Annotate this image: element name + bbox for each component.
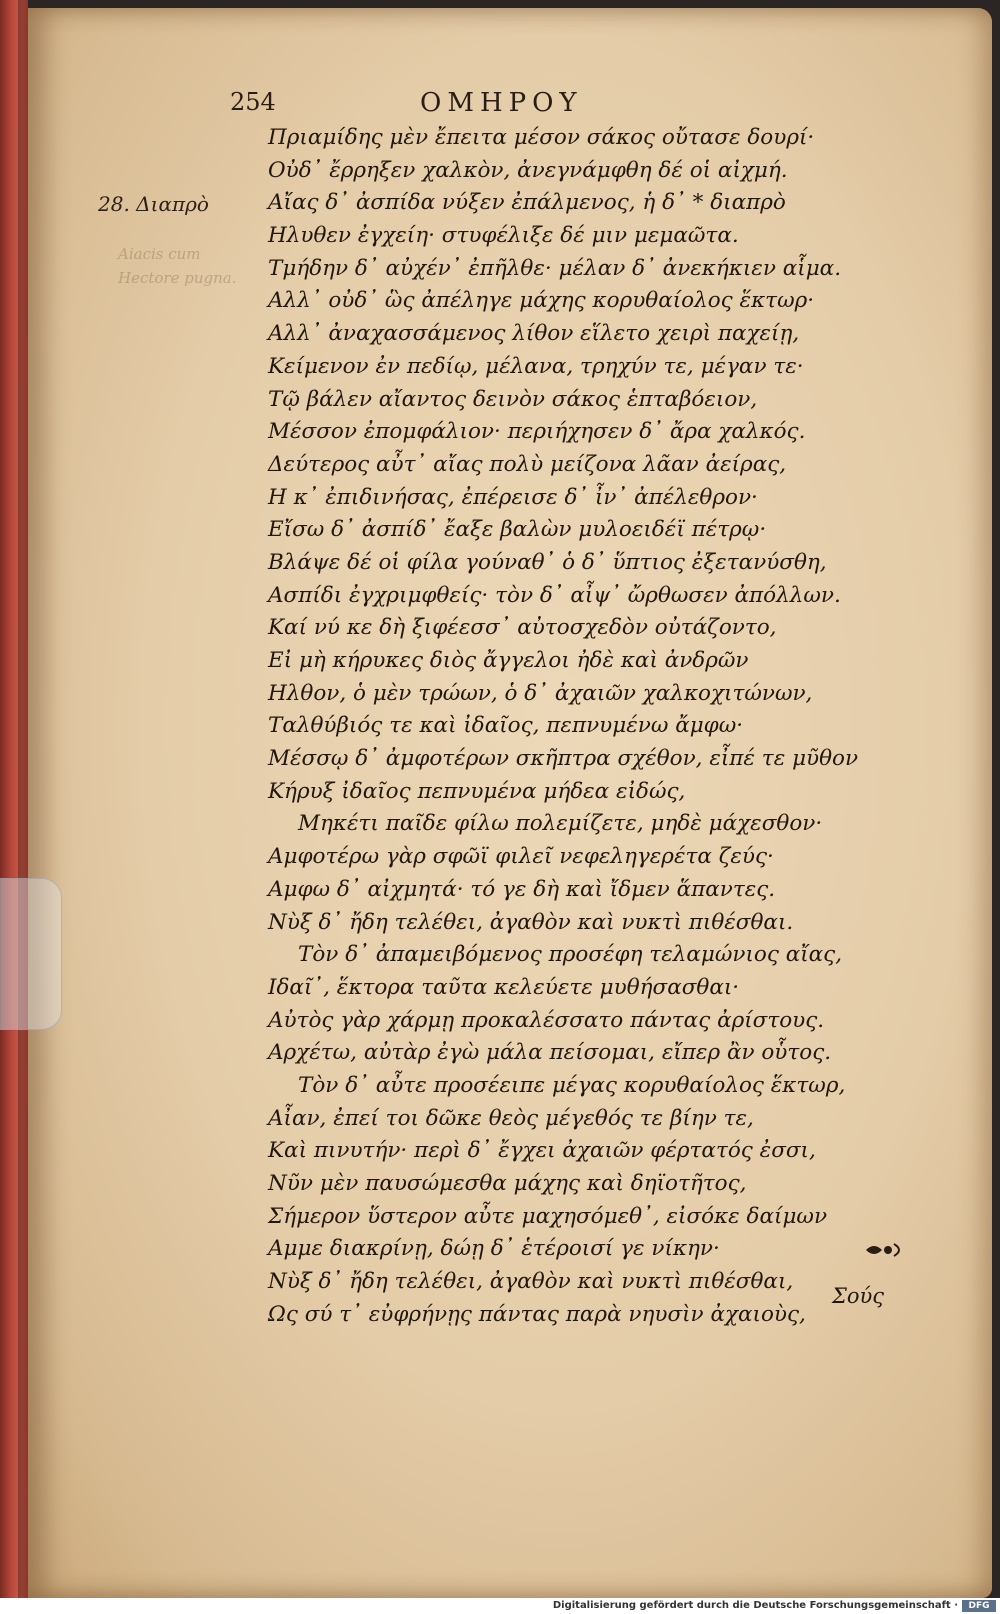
verse-line: Αμφω δ᾽ αἰχμητά· τό γε δὴ καὶ ἴδμεν ἅπαντες. bbox=[268, 876, 776, 902]
faded-margin-note: Aiacis cum Hectore pugna. bbox=[118, 245, 237, 287]
verse-line: Νῦν μὲν παυσώμεσθα μάχης καὶ δηϊοτῆτος, bbox=[268, 1171, 747, 1196]
verse-line: Καὶ πινυτήν· περὶ δ᾽ ἔγχει ἀχαιῶν φέρτατός ἐσσι, bbox=[268, 1138, 816, 1164]
verse-line: Δεύτερος αὖτ᾽ αἴας πολὺ μείζονα λᾶαν ἀείρας, bbox=[268, 451, 787, 477]
verse-line: Εἴσω δ᾽ ἀσπίδ᾽ ἔαξε βαλὼν μυλοειδέϊ πέτρῳ· bbox=[268, 517, 767, 543]
margin-note: 28. Διαπρὸ bbox=[98, 192, 209, 216]
verse-line: Οὐδ᾽ ἔρρηξεν χαλκὸν, ἀνεγνάμφθη δέ οἱ αἰχμή. bbox=[268, 157, 788, 183]
verse-line: Αἴας δ᾽ ἀσπίδα νύξεν ἐπάλμενος, ἡ δ᾽ * διαπρὸ bbox=[268, 190, 786, 216]
verse-line: Μέσσῳ δ᾽ ἀμφοτέρων σκῆπτρα σχέθον, εἶπέ τε μῦθον bbox=[268, 746, 859, 772]
verse-line: Τμήδην δ᾽ αὐχέν᾽ ἐπῆλθε· μέλαν δ᾽ ἀνεκήκιεν αἷμα. bbox=[268, 255, 842, 281]
verse-line: Τὸν δ᾽ αὖτε προσέειπε μέγας κορυθαίολος ἕκτωρ, bbox=[298, 1072, 846, 1098]
book-edge bbox=[0, 0, 28, 1600]
verse-block bbox=[268, 122, 868, 1331]
verse-line: Καί νύ κε δὴ ξιφέεσσ᾽ αὐτοσχεδὸν οὐτάζοντο, bbox=[268, 615, 777, 641]
verse-line: Αλλ᾽ ἀναχασσάμενος λίθον εἵλετο χειρὶ παχείῃ, bbox=[268, 321, 800, 347]
verse-line: Αμμε διακρίνῃ, δώῃ δ᾽ ἑτέροισί γε νίκην· bbox=[268, 1236, 720, 1262]
page-header bbox=[230, 88, 750, 124]
verse-line: Εἰ μὴ κήρυκες διὸς ἄγγελοι ἠδὲ καὶ ἀνδρῶν bbox=[268, 648, 749, 673]
verse-line: Μέσσον ἐπομφάλιον· περιήχησεν δ᾽ ἄρα χαλκός. bbox=[268, 419, 806, 445]
verse-line: Μηκέτι παῖδε φίλω πολεμίζετε, μηδὲ μάχεσθον· bbox=[298, 811, 823, 837]
footer-credit: Digitalisierung gefördert durch die Deutsche Forschungsgemeinschaft · bbox=[552, 1600, 958, 1611]
verse-line: Ασπίδι ἐγχριμφθείς· τὸν δ᾽ αἶψ᾽ ὤρθωσεν ἀπόλλων. bbox=[268, 582, 841, 608]
footer-bar bbox=[0, 1598, 1000, 1614]
ornament-icon bbox=[864, 1240, 908, 1260]
verse-line: Νὺξ δ᾽ ἤδη τελέθει, ἀγαθὸν καὶ νυκτὶ πιθέσθαι. bbox=[268, 909, 794, 935]
verse-line: Ταλθύβιός τε καὶ ἰδαῖος, πεπνυμένω ἄμφω· bbox=[268, 713, 744, 739]
page-number: 254 bbox=[230, 88, 276, 116]
verse-line: Αρχέτω, αὐτὰρ ἐγὼ μάλα πείσομαι, εἴπερ ἂν οὗτος. bbox=[268, 1040, 832, 1066]
page-clip bbox=[0, 878, 62, 1030]
verse-line: Ηλυθεν ἐγχείη· στυφέλιξε δέ μιν μεμαῶτα. bbox=[268, 223, 739, 249]
running-title: ΟΜΗΡΟΥ bbox=[420, 88, 583, 118]
verse-line: Βλάψε δέ οἱ φίλα γούναθ᾽ ὁ δ᾽ ὕπτιος ἐξετανύσθη, bbox=[268, 549, 827, 575]
verse-line: Κήρυξ ἰδαῖος πεπνυμένα μήδεα εἰδώς, bbox=[268, 778, 686, 804]
verse-line: Κείμενον ἐν πεδίῳ, μέλανα, τρηχύν τε, μέγαν τε· bbox=[268, 353, 804, 379]
verse-line: Η κ᾽ ἐπιδινήσας, ἐπέρεισε δ᾽ ἶν᾽ ἀπέλεθρον· bbox=[268, 484, 758, 510]
verse-line: Αμφοτέρω γὰρ σφῶϊ φιλεῖ νεφεληγερέτα ζεύς· bbox=[268, 844, 774, 870]
verse-line: Σήμερον ὕστερον αὖτε μαχησόμεθ᾽, εἰσόκε δαίμων bbox=[268, 1203, 828, 1229]
verse-line: Ηλθον, ὁ μὲν τρώων, ὁ δ᾽ ἀχαιῶν χαλκοχιτώνων, bbox=[268, 680, 813, 706]
verse-line: Αἶαν, ἐπεί τοι δῶκε θεὸς μέγεθός τε βίην τε, bbox=[268, 1105, 754, 1131]
verse-line: Ιδαῖ᾽, ἕκτορα ταῦτα κελεύετε μυθήσασθαι· bbox=[268, 974, 740, 1000]
verse-line: Νὺξ δ᾽ ἤδη τελέθει, ἀγαθὸν καὶ νυκτὶ πιθέσθαι, bbox=[268, 1269, 794, 1295]
verse-line: Ως σύ τ᾽ εὐφρήνῃς πάντας παρὰ νηυσὶν ἀχαιοὺς, bbox=[268, 1301, 806, 1327]
dfg-logo: DFG bbox=[962, 1600, 996, 1612]
catchword: Σούς bbox=[832, 1284, 885, 1308]
verse-line: Αὐτὸς γὰρ χάρμῃ προκαλέσσατο πάντας ἀρίστους. bbox=[268, 1007, 825, 1033]
verse-line: Τὸν δ᾽ ἀπαμειβόμενος προσέφη τελαμώνιος αἴας, bbox=[298, 942, 843, 968]
verse-line: Τῷ βάλεν αἴαντος δεινὸν σάκος ἑπταβόειον, bbox=[268, 386, 758, 412]
verse-line: Αλλ᾽ οὐδ᾽ ὣς ἀπέληγε μάχης κορυθαίολος ἕκτωρ· bbox=[268, 288, 815, 314]
verse-line: Πριαμίδης μὲν ἔπειτα μέσον σάκος οὔτασε δουρί· bbox=[268, 125, 815, 150]
